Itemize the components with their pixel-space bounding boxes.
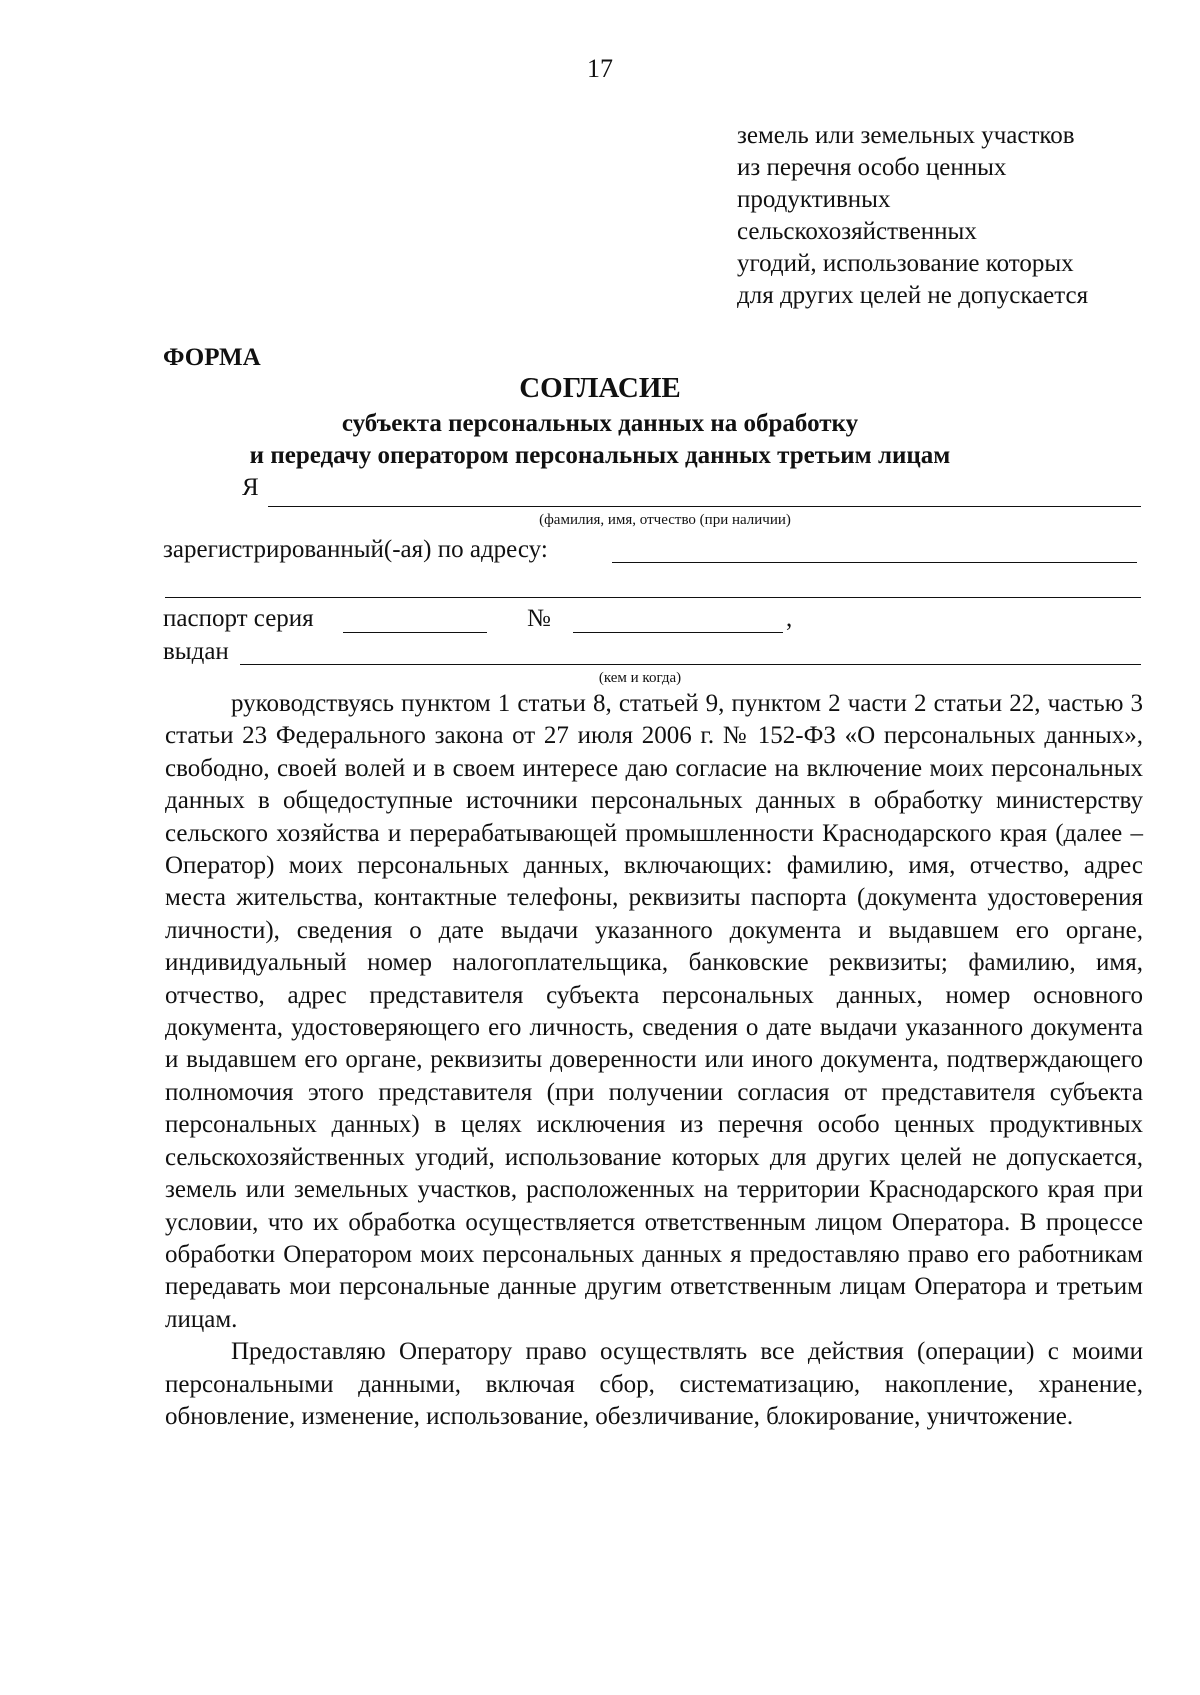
consent-body <box>165 688 1143 1433</box>
issued-field-line[interactable] <box>240 664 1141 665</box>
passport-number-label: № <box>527 605 551 632</box>
passport-number-field-line[interactable] <box>573 632 783 633</box>
ya-label: Я <box>242 474 259 501</box>
passport-series-label: паспорт серия <box>163 605 314 632</box>
reference-line: земель или земельных участков <box>737 122 1075 149</box>
reference-line: сельскохозяйственных <box>737 218 977 245</box>
fio-field-line[interactable] <box>268 506 1141 507</box>
issued-label: выдан <box>163 638 229 665</box>
issued-caption: (кем и когда) <box>598 670 682 686</box>
address-field-line-2[interactable] <box>165 597 1141 598</box>
address-field-line[interactable] <box>612 562 1137 563</box>
document-subtitle-line-2: и передачу оператором персональных данных третьим лицам <box>249 442 951 469</box>
reference-block <box>737 120 1157 312</box>
passport-comma: , <box>786 605 793 632</box>
page-number: 17 <box>587 54 613 83</box>
body-paragraph: Предоставляю Оператору право осуществлять все действия (операции) с моими персональными данными, включая сбор, систематизацию, накопление, хранение, обновление, изменение, использование, обезличивание, блокирование, уничтожение. <box>165 1338 1143 1430</box>
reference-line: из перечня особо ценных <box>737 154 1007 181</box>
passport-series-field-line[interactable] <box>343 632 487 633</box>
form-label: ФОРМА <box>163 344 261 371</box>
reference-line: угодий, использование которых <box>737 250 1074 277</box>
document-title: СОГЛАСИЕ <box>519 372 681 404</box>
address-label: зарегистрированный(-ая) по адресу: <box>163 536 548 563</box>
reference-line: продуктивных <box>737 186 891 213</box>
body-paragraph: руководствуясь пунктом 1 статьи 8, статьей 9, пунктом 2 части 2 статьи 22, частью 3 статьи 23 Федерального закона от 27 июля 2006 г. № 152-ФЗ «О персональных данных», свободно, своей волей и в своем интересе даю согласие на включение моих персональных данных в общедоступные источники персональных данных в обработку министерству сельского хозяйства и перерабатывающей промышленности Краснодарского края (далее – Оператор) моих персональных данных, включающих: фамилию, имя, отчество, адрес места жительства, контактные телефоны, реквизиты паспорта (документа удостоверения личности), сведения о дате выдачи указанного документа и выдавшем его органе, индивидуальный номер налогоплательщика, банковские реквизиты; фамилию, имя, отчество, адрес представителя субъекта персональных данных, номер основного документа, удостоверяющего его личность, сведения о дате выдачи указанного документа и выдавшем его органе, реквизиты доверенности или иного документа, подтверждающего полномочия этого представителя (при получении согласия от представителя субъекта персональных данных) в целях исключения из перечня особо ценных продуктивных сельскохозяйственных угодий, использование которых для других целей не допускается, земель или земельных участков, расположенных на территории Краснодарского края при условии, что их обработка осуществляется ответственным лицом Оператора. В процессе обработки Оператором моих персональных данных я предоставляю право его работникам передавать мои персональные данные другим ответственным лицам Оператора и третьим лицам. <box>165 690 1143 1333</box>
document-subtitle-line-1: субъекта персональных данных на обработку <box>341 410 859 437</box>
fio-caption: (фамилия, имя, отчество (при наличии) <box>539 512 791 528</box>
reference-line: для других целей не допускается <box>737 282 1089 309</box>
